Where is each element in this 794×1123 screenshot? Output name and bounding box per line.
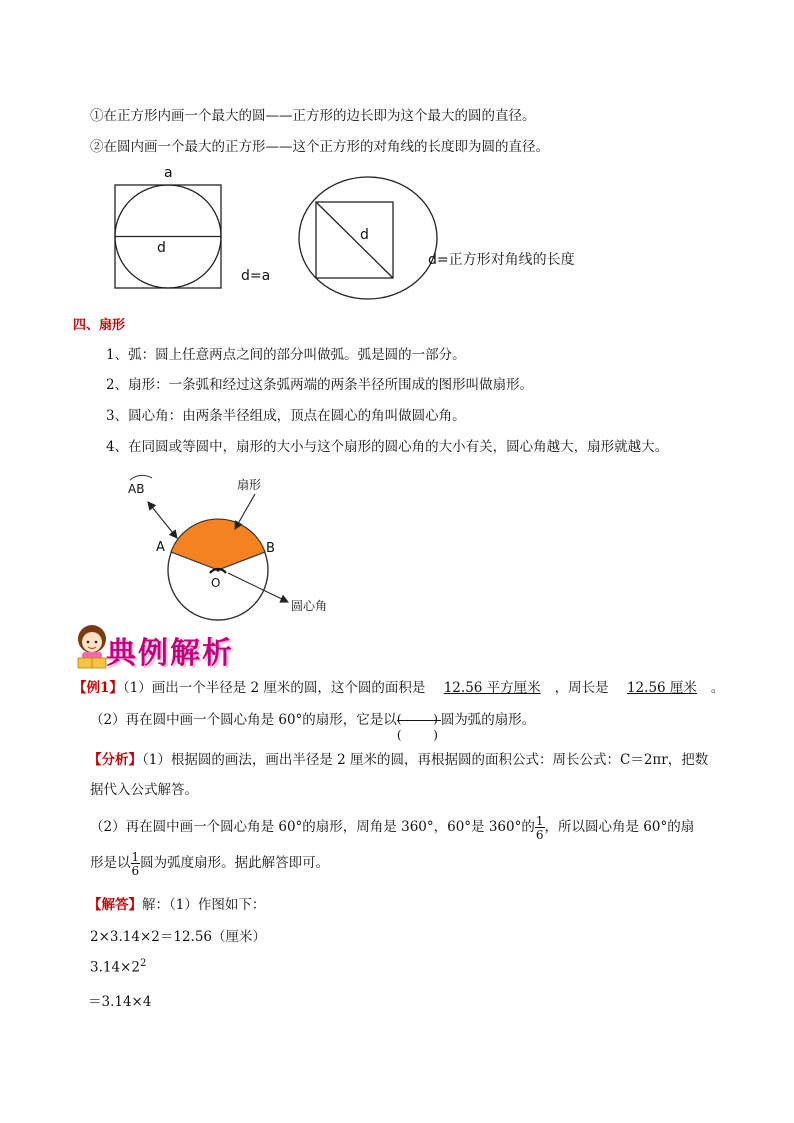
orange-sector bbox=[171, 519, 265, 570]
arc-label: AB bbox=[128, 482, 145, 496]
q1-end: 。 bbox=[710, 680, 725, 696]
frac-denominator: 6 bbox=[535, 827, 544, 842]
answer-line bbox=[88, 893, 265, 913]
answer-text: 解：（1）作图如下： bbox=[142, 897, 266, 913]
calc2-exponent: 2 bbox=[139, 958, 147, 969]
calc-line-1: 2×3.14×2＝12.56（厘米） bbox=[90, 929, 267, 945]
label-a: a bbox=[164, 165, 173, 181]
arc-symbol bbox=[130, 475, 152, 480]
frac-numerator: 1 bbox=[535, 813, 544, 828]
center-point bbox=[216, 568, 219, 571]
label-d-2: d bbox=[360, 227, 369, 243]
q1-prefix: （1）画出一个半径是 2 厘米的圆，这个圆的面积是 bbox=[122, 680, 426, 696]
calc-line-2 bbox=[90, 958, 146, 976]
angle-arrow bbox=[228, 573, 288, 602]
calc2-base: 3.14×2 bbox=[90, 959, 140, 976]
analysis-text-4: 形是以 bbox=[90, 855, 131, 871]
section-heading: 四、扇形 bbox=[73, 318, 126, 333]
analysis-line-4 bbox=[90, 848, 329, 878]
example-q1 bbox=[73, 676, 724, 696]
point-b-label: B bbox=[266, 541, 275, 556]
label-d-1: d bbox=[157, 240, 166, 256]
analysis-tag: 【分析】 bbox=[88, 752, 142, 768]
analysis-text-1: （1）根据圆的画法，画出半径是 2 厘米的圆，再根据圆的面积公式：周长公式：C＝2πr，把数 bbox=[142, 752, 709, 768]
caption-d-equals-a: d=a bbox=[241, 268, 271, 284]
analysis-text-2: （2）再在圆中画一个圆心角是 60°的扇形，周角是 360°，60°是 360°的 bbox=[90, 819, 535, 835]
fraction-one-sixth bbox=[535, 815, 545, 841]
q1-answer-area: 12.56 平方厘米 bbox=[443, 680, 541, 696]
angle-label: 圆心角 bbox=[291, 599, 328, 613]
point-a-label: A bbox=[156, 540, 165, 555]
list-item: 2、扇形：一条弧和经过这条弧两端的两条半径所围成的图形叫做扇形。 bbox=[106, 377, 534, 393]
example-tag: 【例1】 bbox=[73, 680, 123, 696]
q1-mid: ，周长是 bbox=[554, 680, 609, 696]
banner-title: 典例解析 bbox=[106, 636, 234, 671]
q2-suffix: 圆为弧的扇形。 bbox=[440, 712, 536, 728]
list-item: 3、圆心角：由两条半径组成，顶点在圆心的角叫做圆心角。 bbox=[106, 408, 466, 424]
example-q2 bbox=[90, 706, 536, 742]
analysis-text-5: 圆为弧度扇形。据此解答即可。 bbox=[140, 855, 330, 871]
arc-arrow bbox=[148, 502, 177, 538]
analysis-line-2: 据代入公式解答。 bbox=[90, 782, 198, 798]
answer-tag: 【解答】 bbox=[88, 897, 142, 913]
frac-numerator: 1 bbox=[131, 849, 140, 864]
intro-line-1: ①在正方形内画一个最大的圆——正方形的边长即为这个最大的圆的直径。 bbox=[90, 108, 536, 124]
analysis-line-3 bbox=[90, 812, 694, 842]
point-o-label: O bbox=[211, 576, 221, 590]
intro-line-2: ②在圆内画一个最大的正方形——这个正方形的对角线的长度即为圆的直径。 bbox=[90, 139, 549, 155]
diagonal-line bbox=[316, 202, 393, 278]
analysis-line-1 bbox=[88, 748, 708, 768]
calc-line-3: ＝3.14×4 bbox=[88, 994, 152, 1010]
list-item: 1、弧：圆上任意两点之间的部分叫做弧。弧是圆的一部分。 bbox=[106, 347, 466, 363]
caption-diagonal: d=正方形对角线的长度 bbox=[428, 252, 575, 268]
blank-fraction bbox=[396, 708, 452, 742]
fraction-one-sixth bbox=[131, 851, 141, 877]
frac-denominator: 6 bbox=[131, 863, 140, 878]
sector-arrow bbox=[235, 494, 255, 529]
analysis-text-3: ，所以圆心角是 60°的扇 bbox=[544, 819, 695, 835]
blank-denominator: ( ) bbox=[396, 727, 452, 742]
q1-answer-circumference: 12.56 厘米 bbox=[626, 680, 697, 696]
sector-label: 扇形 bbox=[237, 478, 262, 492]
list-item: 4、在同圆或等圆中，扇形的大小与这个扇形的圆心角的大小有关，圆心角越大，扇形就越大。 bbox=[106, 439, 669, 455]
q2-prefix: （2）再在圆中画一个圆心角是 60°的扇形，它是以 bbox=[90, 712, 397, 728]
blank-numerator: ( ) bbox=[396, 711, 452, 726]
